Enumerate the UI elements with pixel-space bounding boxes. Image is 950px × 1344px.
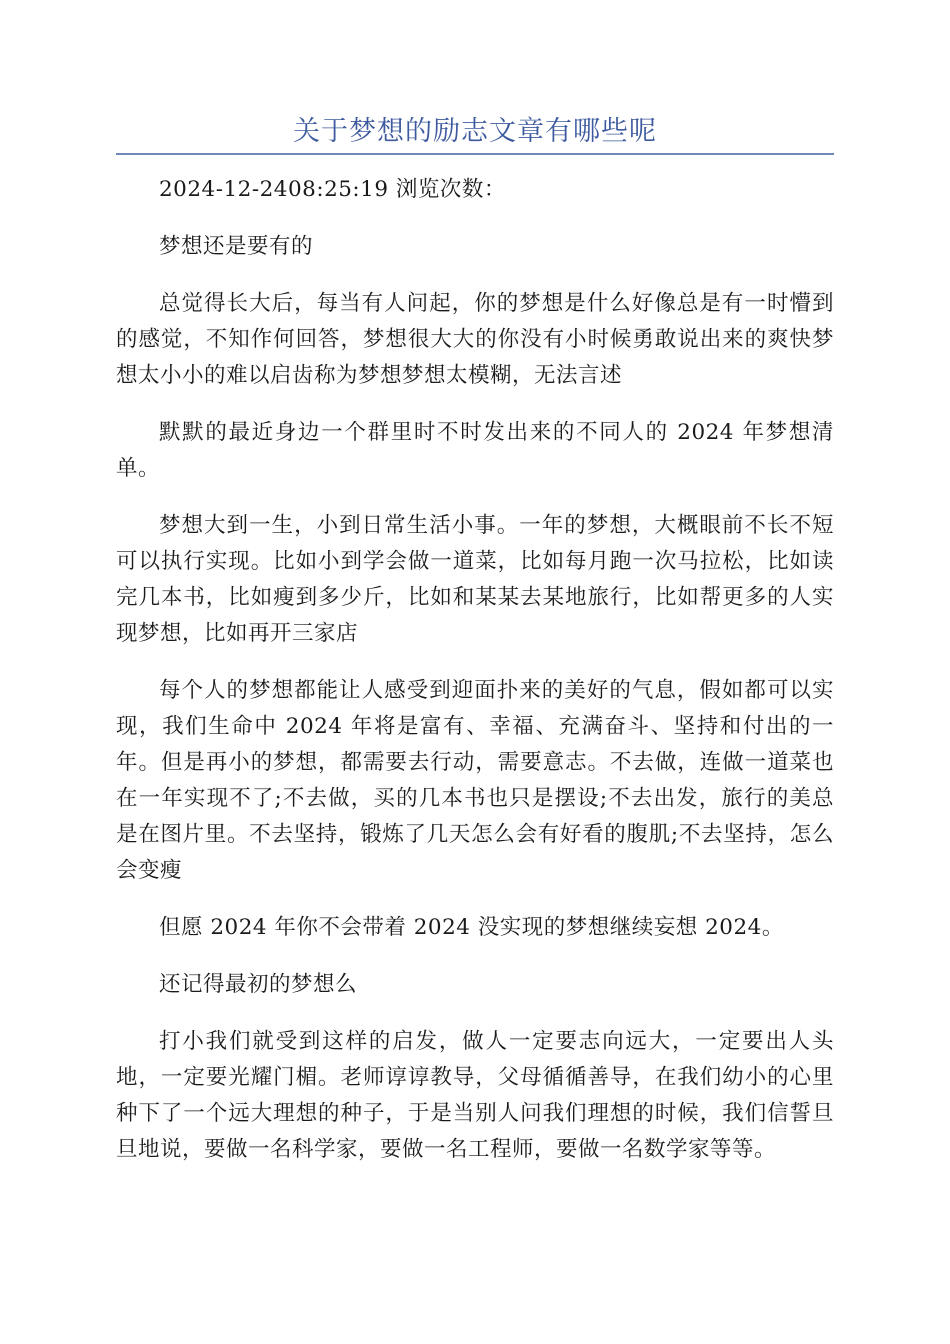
- paragraph: 梦想大到一生，小到日常生活小事。一年的梦想，大概眼前不长不短可以执行实现。比如小到学会做一道菜，比如每月跑一次马拉松，比如读完几本书，比如瘦到多少斤，比如和某某去某地旅行，比如帮更多的人实现梦想，比如再开三家店: [116, 513, 834, 646]
- document-title: 关于梦想的励志文章有哪些呢: [293, 116, 657, 147]
- paragraph: 但愿 2024 年你不会带着 2024 没实现的梦想继续妄想 2024。: [159, 915, 784, 940]
- paragraph: 还记得最初的梦想么: [159, 972, 358, 997]
- paragraph: 默默的最近身边一个群里时不时发出来的不同人的 2024 年梦想清单。: [116, 420, 834, 481]
- title-underline: [116, 153, 834, 155]
- paragraph: 每个人的梦想都能让人感受到迎面扑来的美好的气息，假如都可以实现，我们生命中 2024 年将是富有、幸福、充满奋斗、坚持和付出的一年。但是再小的梦想，都需要去行动，需要意志。不去做，连做一道菜也在一年实现不了;不去做，买的几本书也只是摆设;不去出发，旅行的美总是在图片里。不去坚持，锻炼了几天怎么会有好看的腹肌;不去坚持，怎么会变瘦: [116, 678, 834, 883]
- paragraph: 打小我们就受到这样的启发，做人一定要志向远大，一定要出人头地，一定要光耀门楣。老师谆谆教导，父母循循善导，在我们幼小的心里种下了一个远大理想的种子，于是当别人问我们理想的时候，我们信誓旦旦地说，要做一名科学家，要做一名工程师，要做一名数学家等等。: [116, 1029, 834, 1162]
- paragraph: 梦想还是要有的: [159, 234, 314, 259]
- document-body: [116, 172, 834, 1189]
- meta-line: 2024-12-2408:25:19 浏览次数：: [159, 177, 506, 202]
- paragraph: 总觉得长大后，每当有人问起，你的梦想是什么好像总是有一时懵到的感觉，不知作何回答，梦想很大大的你没有小时候勇敢说出来的爽快梦想太小小的难以启齿称为梦想梦想太模糊，无法言述: [116, 291, 834, 388]
